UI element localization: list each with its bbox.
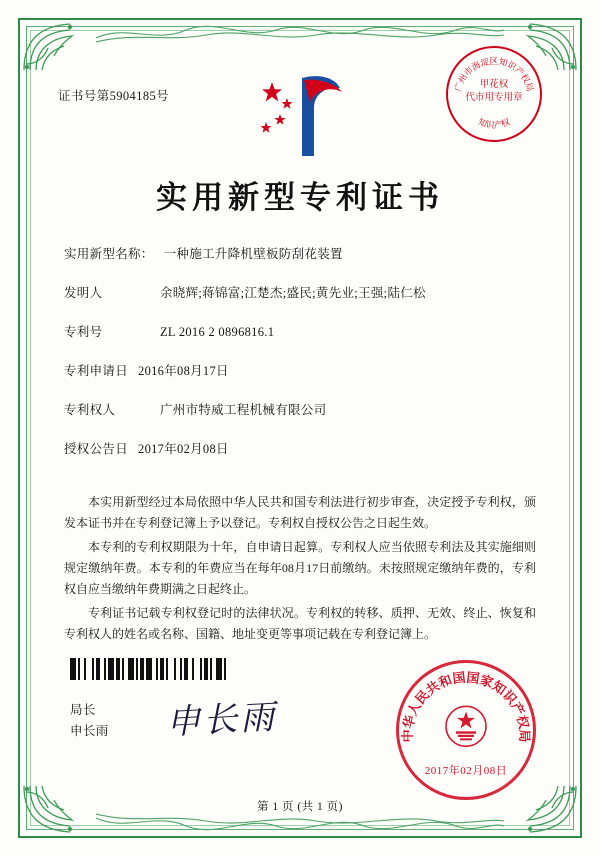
field-label: 实用新型名称： bbox=[64, 247, 154, 261]
page-footer: 第 1 页 (共 1 页) bbox=[256, 801, 344, 813]
svg-text:中华人民共和国国家知识产权局: 中华人民共和国国家知识产权局 bbox=[400, 670, 532, 743]
field-value: 2016年08月17日 bbox=[138, 364, 229, 378]
edge-ornament-bottom bbox=[96, 812, 504, 834]
field-utility-model-name bbox=[64, 244, 544, 262]
top-right-seal bbox=[446, 46, 542, 142]
field-patent-number bbox=[64, 322, 544, 340]
signature-block bbox=[70, 700, 109, 742]
field-label: 专利申请日 bbox=[64, 364, 129, 378]
field-value: 余晓辉;蒋锦富;江楚杰;盛民;黄先业;王强;陆仁松 bbox=[160, 286, 426, 300]
page-title: 实用新型专利证书 bbox=[156, 180, 444, 216]
national-emblem-icon bbox=[443, 703, 489, 749]
svg-text:知识产权: 知识产权 bbox=[476, 116, 512, 131]
national-office-seal bbox=[396, 660, 536, 800]
director-name: 申长雨 bbox=[70, 724, 109, 738]
paragraph-3: 专利证书记载专利权登记时的法律状况。专利权的转移、质押、无效、终止、恢复和专利权人的姓名或名称、国籍、地址变更等事项记载在专利登记簿上。 bbox=[64, 606, 536, 641]
paragraph-2: 本专利的专利权期限为十年，自申请日起算。专利权人应当依照专利法及其实施细则规定缴纳年费。本专利的年费应当在每年08月17日前缴纳。未按照规定缴纳年费的，专利权自应当缴纳年费期满之日起终止。 bbox=[64, 540, 536, 596]
field-label: 发明人 bbox=[64, 286, 103, 300]
patent-barcode bbox=[70, 658, 250, 680]
field-patentee bbox=[64, 400, 544, 418]
field-application-date bbox=[64, 361, 544, 379]
paragraph-1: 本实用新型经过本局依照中华人民共和国专利法进行初步审查，决定授予专利权，颁发本证书并在专利登记簿上予以登记。专利权自授权公告之日起生效。 bbox=[64, 495, 536, 530]
field-label: 专利权人 bbox=[64, 403, 116, 417]
patent-p-logo-icon bbox=[246, 72, 356, 162]
field-value: 一种施工升降机壁板防刮花装置 bbox=[163, 247, 343, 261]
legal-text bbox=[64, 492, 536, 648]
edge-ornament-top bbox=[96, 22, 504, 44]
field-inventors bbox=[64, 283, 544, 301]
field-label: 授权公告日 bbox=[64, 442, 129, 456]
handwritten-signature: 申长雨 bbox=[165, 697, 279, 743]
field-value: 广州市特威工程机械有限公司 bbox=[160, 403, 327, 417]
svg-text:广州市海淀区知识产权局: 广州市海淀区知识产权局 bbox=[452, 56, 536, 93]
seal-date: 2017年02月08日 bbox=[424, 765, 508, 777]
certificate-number: 证书号第5904185号 bbox=[58, 89, 170, 103]
field-label: 专利号 bbox=[64, 325, 103, 339]
field-value: ZL 2016 2 0896816.1 bbox=[160, 325, 275, 339]
field-grant-announcement-date bbox=[64, 439, 544, 457]
field-value: 2017年02月08日 bbox=[138, 442, 229, 456]
director-title: 局长 bbox=[70, 703, 96, 717]
seal-center-text: 甲花权 代市用专用章 bbox=[465, 80, 523, 103]
field-list bbox=[64, 244, 544, 478]
